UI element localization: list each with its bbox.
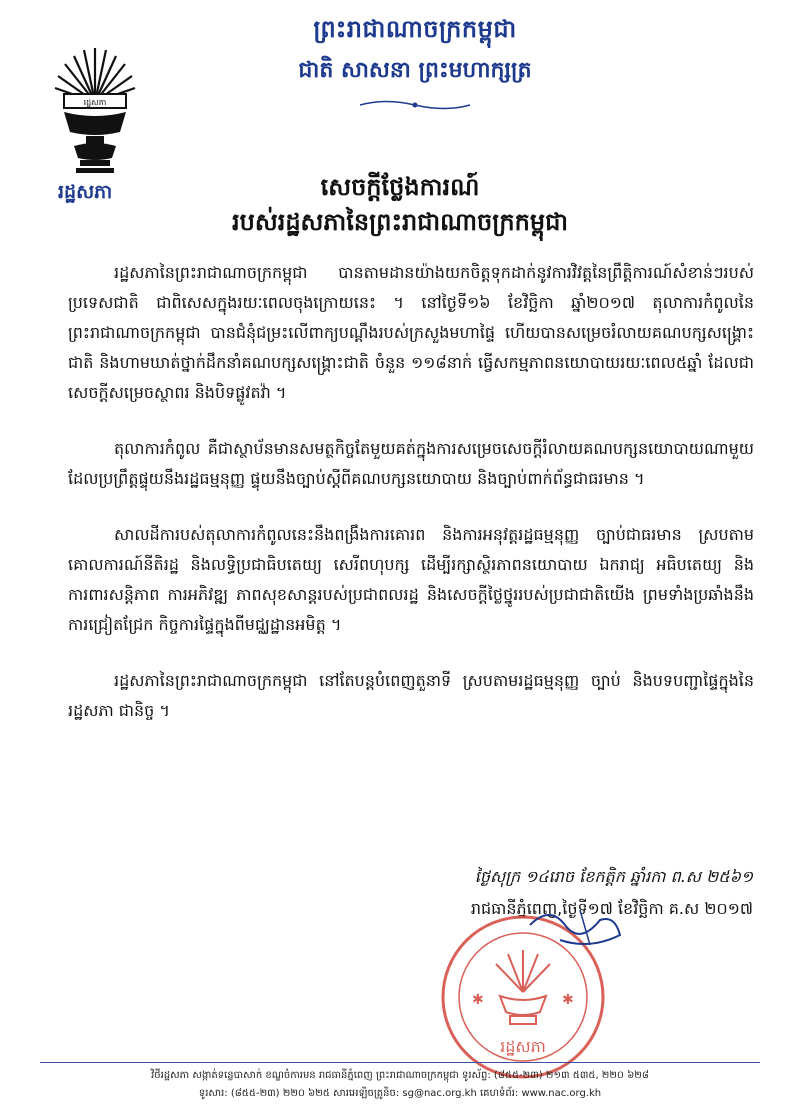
paragraph-2: តុលាការកំពូល គឺជាស្ថាប័នមានសមត្ថកិច្ចតែមួយគត់ក្នុងការសម្រេចសេចក្តីរំលាយគណបក្សនយោបាយណាមួយដែលប្រព្រឹត្តផ្ទុយនឹងរដ្ឋធម្មនុញ្ញ ផ្ទុយនឹងច្បាប់ស្តីពីគណបក្សនយោបាយ និងច្បាប់ពាក់ព័ន្ធជាធរមាន ។	[68, 439, 754, 488]
institution-label: រដ្ឋសភា	[58, 181, 113, 203]
svg-text:✱: ✱	[562, 992, 574, 1008]
statement-body	[68, 258, 754, 752]
emblem-text: រដ្ឋសភា	[83, 98, 107, 107]
motto-ornament	[345, 98, 485, 116]
kingdom-name: ព្រះរាជាណាចក្រកម្ពុជា	[313, 15, 517, 43]
national-assembly-emblem	[50, 42, 140, 192]
footer-divider	[40, 1062, 760, 1063]
svg-text:✱: ✱	[472, 992, 484, 1008]
signature-icon	[520, 895, 640, 955]
statement-title: សេចក្តីថ្លែងការណ៍	[320, 173, 480, 201]
statement-subtitle: របស់រដ្ឋសភានៃព្រះរាជាណាចក្រកម្ពុជា	[232, 208, 568, 236]
solar-date: រាជធានីភ្នំពេញ,ថ្ងៃទី១៧ ខែវិច្ឆិកា គ.ស ២០១៧	[470, 899, 753, 918]
footer-contact: ទូរសារ: (៨៥៥-២៣) ២២០ ៦២៥ សារអេឡិចត្រូនិច: sg@nac.org.kh គេហទំព័រ: www.nac.org.kh	[198, 1088, 602, 1099]
national-motto: ជាតិ សាសនា ព្រះមហាក្សត្រ	[298, 58, 532, 83]
footer-address: វិថីរដ្ឋសភា សង្កាត់ទន្លេបាសាក់ ខណ្ឌចំការមន រាជធានីភ្នំពេញ ព្រះរាជាណាចក្រកម្ពុជា ទូរស័ព្ទ: (៨៥៥-២៣) ២១៣ ៥៣៥, ២២០ ៦២៨	[151, 1070, 649, 1081]
paragraph-1: រដ្ឋសភានៃព្រះរាជាណាចក្រកម្ពុជា បានតាមដានយ៉ាងយកចិត្តទុកដាក់នូវការវិវត្តនៃព្រឹត្តិការណ៍សំខាន់ៗរបស់ប្រទេសជាតិ ជាពិសេសក្នុងរយៈពេលចុងក្រោយនេះ ។ នៅថ្ងៃទី១៦ ខែវិច្ឆិកា ឆ្នាំ២០១៧ តុលាការកំពូលនៃព្រះរាជាណាចក្រកម្ពុជា បានជំនុំជម្រះលើពាក្យបណ្តឹងរបស់ក្រសួងមហាផ្ទៃ ហើយបានសម្រេចរំលាយគណបក្សសង្គ្រោះជាតិ និងហាមឃាត់ថ្នាក់ដឹកនាំគណបក្សសង្គ្រោះជាតិ ចំនួន ១១៨នាក់ ធ្វើសកម្មភាពនយោបាយរយៈពេល៥ឆ្នាំ ដែលជាសេចក្តីសម្រេចស្ថាពរ និងបិទផ្លូវតវ៉ា ។	[68, 263, 755, 402]
paragraph-3: សាលដីការបស់តុលាការកំពូលនេះនឹងពង្រឹងការគោរព និងការអនុវត្តរដ្ឋធម្មនុញ្ញ ច្បាប់ជាធរមាន ស្របតាមគោលការណ៍នីតិរដ្ឋ និងលទ្ធិប្រជាធិបតេយ្យ សេរីពហុបក្ស ដើម្បីរក្សាស្ថិរភាពនយោបាយ ឯករាជ្យ អធិបតេយ្យ និងការពារសន្តិភាព ការអភិវឌ្ឍ ភាពសុខសាន្តរបស់ប្រជាពលរដ្ឋ និងសេចក្តីថ្លៃថ្នូររបស់ប្រជាជាតិយើង ព្រមទាំងប្រឆាំងនឹងការជ្រៀតជ្រែក កិច្ចការផ្ទៃក្នុងពីមជ្ឈដ្ឋានអមិត្ត ។	[68, 525, 754, 634]
paragraph-4: រដ្ឋសភានៃព្រះរាជាណាចក្រកម្ពុជា នៅតែបន្តបំពេញតួនាទី ស្របតាមរដ្ឋធម្មនុញ្ញ ច្បាប់ និងបទបញ្ជាផ្ទៃក្នុងនៃរដ្ឋសភា ជានិច្ច ។	[68, 671, 754, 720]
emblem-icon	[50, 42, 140, 182]
lunar-date: ថ្ងៃសុក្រ ១៤រោច ខែកត្តិក ឆ្នាំរកា ព.ស ២៥៦១	[474, 867, 753, 886]
seal-text: រដ្ឋសភា	[500, 1037, 546, 1056]
ornament-icon	[355, 98, 475, 112]
signature	[520, 895, 640, 955]
